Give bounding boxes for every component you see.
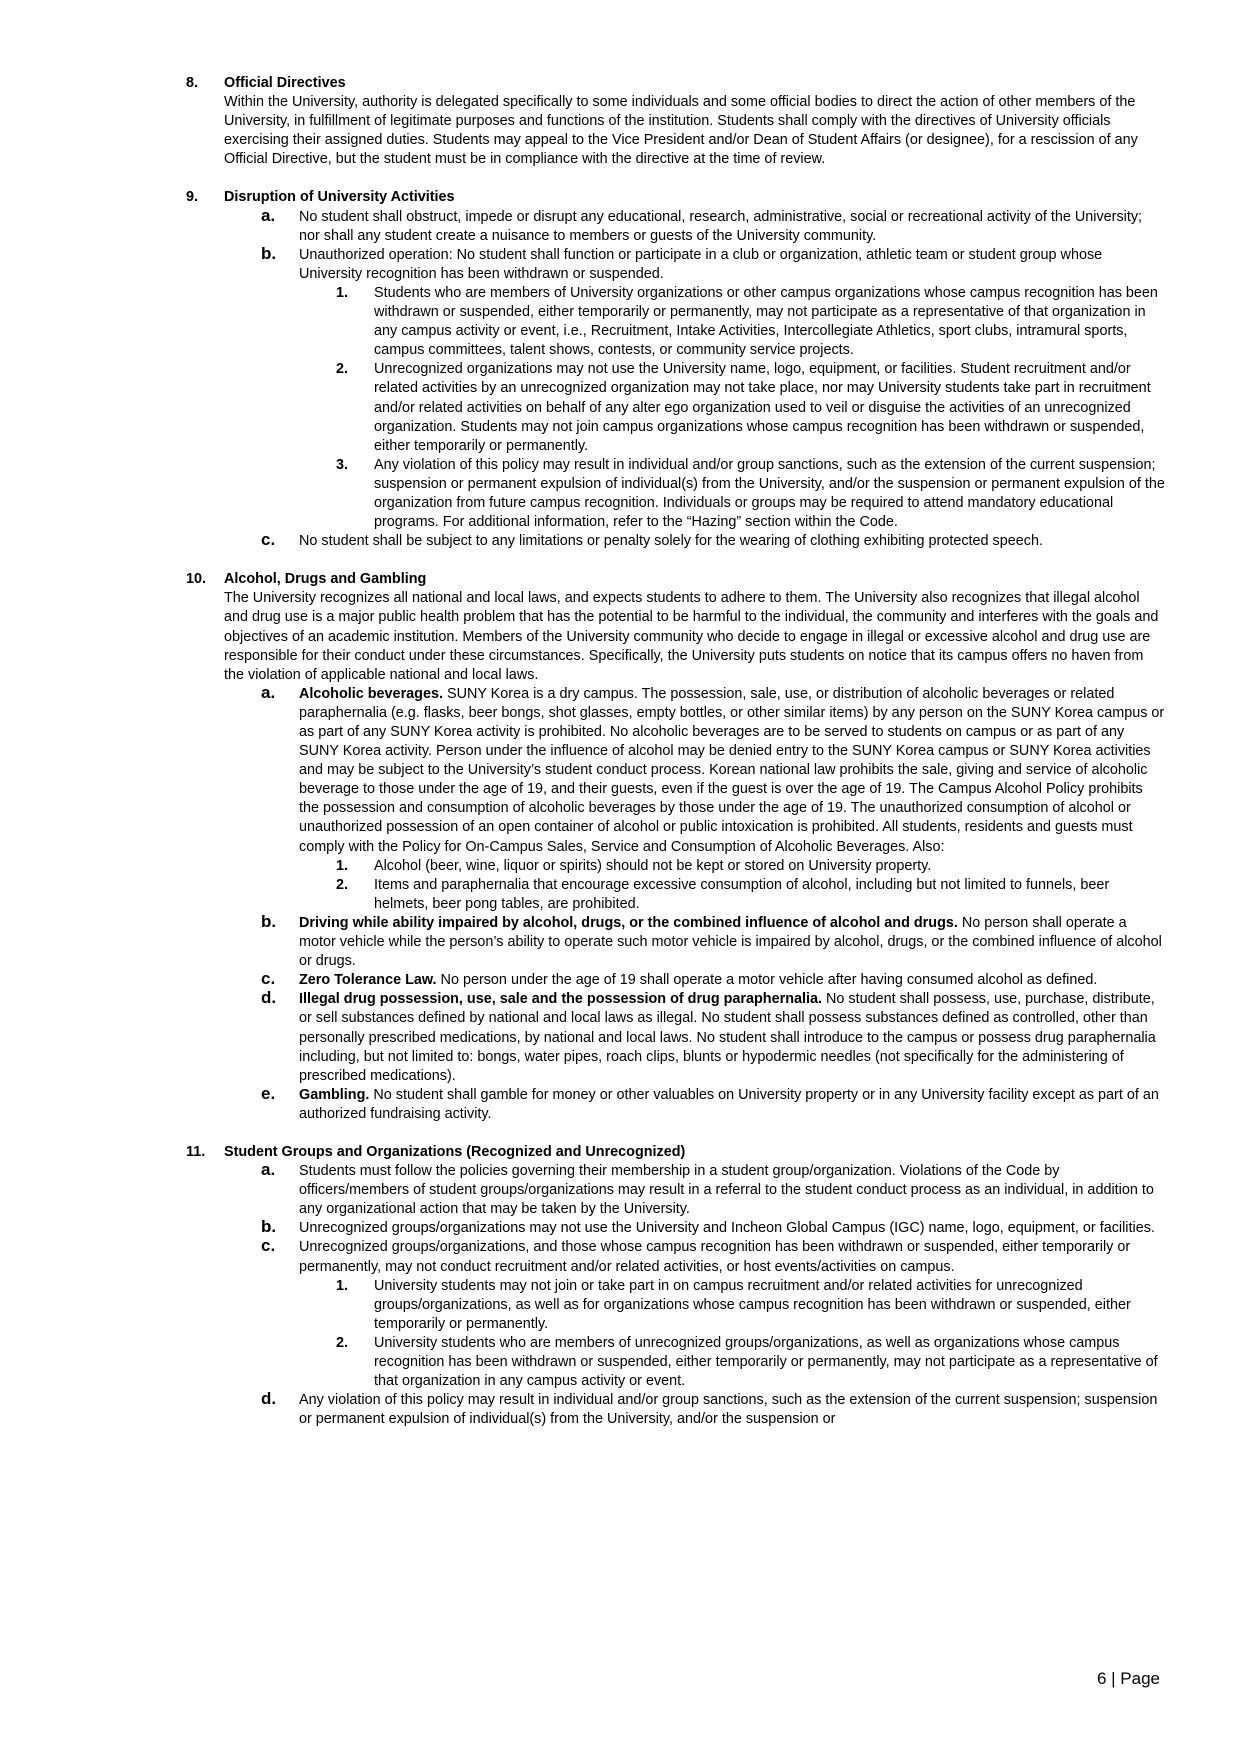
list-item (186, 360, 1166, 455)
subsection-letter: a. (261, 682, 276, 702)
list-item (186, 456, 1166, 532)
subsection-c (186, 971, 1166, 990)
section-heading (186, 1143, 1166, 1162)
list-item (186, 284, 1166, 360)
section-title: Student Groups and Organizations (Recognized and Unrecognized) (224, 1143, 686, 1160)
section-8 (186, 74, 1166, 169)
section-number: 8. (186, 75, 199, 91)
list-item-text: Alcohol (beer, wine, liquor or spirits) should not be kept or stored on University property. (374, 857, 932, 874)
subsection-text: No person shall operate a motor vehicle while the person’s ability to operate such motor vehicle is impaired by alcohol, drugs, or the combined influence of alcohol or drugs. (299, 914, 1162, 970)
section-body: Within the University, authority is delegated specifically to some individuals and some official bodies to direct the action of other members of the University, in fulfillment of legitimate purposes and functions of the institution. Students shall comply with the directives of University officials exercising their assigned duties. Students may appeal to the Vice President and/or Dean of Student Affairs (or designee), for a rescission of any Official Directive, but the student must be in compliance with the directive at the time of review. (224, 94, 1138, 168)
section-number: 9. (186, 189, 199, 206)
subsection-d (186, 990, 1166, 1085)
subsection-text: Unrecognized groups/organizations, and those whose campus recognition has been withdrawn or suspended, either temporarily or permanently, may not conduct recruitment and/or related activities, or host events/activities on campus. (299, 1239, 1131, 1275)
list-item-text: University students may not join or take part in on campus recruitment and/or related activities for unrecognized groups/organizations, as well as for organizations whose campus recognition has been withdrawn or suspended, either temporarily or permanently. (374, 1277, 1131, 1332)
section-9 (186, 188, 1166, 551)
section-title: Alcohol, Drugs and Gambling (224, 571, 427, 588)
section-body: The University recognizes all national and local laws, and expects students to adhere to them. The University also recognizes that illegal alcohol and drug use is a major public health problem that has the potential to be harmful to the individual, the community and interferes with the goals and objectives of an academic institution. Members of the University community who decide to engage in illegal or excessive alcohol and drug use are responsible for their conduct under these circumstances. Specifically, the University puts students on notice that its campus offers no haven from the violation of applicable national and local laws. (224, 590, 1159, 683)
subsection-title: Gambling. (299, 1086, 370, 1103)
list-item-text: Unrecognized organizations may not use the University name, logo, equipment, or facilities. Student recruitment and/or related activities by an unrecognized organization may not take place, nor may University students take part in recruitment and/or related activities on behalf of any alter ego organization used to veil or disguise the activities of an unrecognized organization. Students may not join campus organizations whose campus recognition has been withdrawn or suspended, either temporarily or permanently. (374, 361, 1151, 454)
list-item (186, 876, 1166, 914)
subsection-text: Unrecognized groups/organizations may not use the University and Incheon Global Campus (IGC) name, logo, equipment, or facilities. (299, 1220, 1155, 1237)
subsection-letter: b. (261, 243, 277, 263)
subsection-b (186, 243, 1166, 284)
list-item-number: 2. (336, 876, 349, 893)
section-heading (186, 74, 1166, 93)
subsection-e (186, 1083, 1166, 1124)
subsection-c (186, 1238, 1166, 1276)
list-item-text: Any violation of this policy may result in individual and/or group sanctions, such as the extension of the current suspension; suspension or permanent expulsion of individual(s) from the University, and/or the suspension or permanent expulsion of the organization from future campus recognition. Individuals or groups may be required to attend mandatory educational programs. For additional information, refer to the “Hazing” section within the Code. (374, 456, 1165, 531)
subsection-text: Unauthorized operation: No student shall function or participate in a club or organization, athletic team or student group whose University recognition has been withdrawn or suspended. (299, 246, 1103, 282)
subsection-text: No person under the age of 19 shall operate a motor vehicle after having consumed alcohol as defined. (436, 972, 1098, 989)
subsection-letter: d. (261, 988, 277, 1008)
subsection-text: Any violation of this policy may result in individual and/or group sanctions, such as the extension of the current suspension; suspension or permanent expulsion of individual(s) from the University, and/or the suspension or (299, 1392, 1158, 1428)
page-footer: 6 | Page (1096, 1669, 1160, 1688)
list-item-number: 3. (336, 456, 349, 473)
section-11 (186, 1143, 1166, 1429)
subsection-a (186, 1162, 1166, 1219)
subsection-title: Alcoholic beverages. (299, 685, 443, 702)
subsection-text: No student shall be subject to any limitations or penalty solely for the wearing of clothing exhibiting protected speech. (299, 533, 1043, 550)
list-item-number: 1. (336, 857, 349, 874)
list-item (186, 1334, 1166, 1391)
subsection-text: SUNY Korea is a dry campus. The possession, sale, use, or distribution of alcoholic beverages or related paraphernalia (e.g. flasks, beer bongs, shot glasses, empty bottles, or other similar items) by any person on the SUNY Korea campus or as part of any SUNY Korea activity is prohibited. No alcoholic beverages are to be served to students on campus or as part of any SUNY Korea activity. Person under the influence of alcohol may be denied entry to the SUNY Korea campus or SUNY Korea activities and may be subject to the University’s student conduct process. Korean national law prohibits the sale, giving and service of alcoholic beverage to those under the age of 19, and their guests, even if the guest is over the age of 19. The Campus Alcohol Policy prohibits the possession and consumption of alcoholic beverages by those under the age of 19. The unauthorized consumption of alcohol or unauthorized possession of an open container of alcohol or public intoxication is prohibited. All students, residents and guests must comply with the Policy for On-Campus Sales, Service and Consumption of Alcoholic Beverages. Also: (299, 685, 1165, 855)
subsection-b (186, 911, 1166, 971)
section-10 (186, 570, 1166, 1124)
list-item-number: 2. (336, 1334, 349, 1351)
list-item-text: Students who are members of University organizations or other campus organizations whose campus recognition has been withdrawn or suspended, either temporarily or permanently, may not participate as a representative of that organization in any campus activity or event, i.e., Recruitment, Intake Activities, Intercollegiate Athletics, sport clubs, intramural sports, campus committees, talent shows, contests, or community service projects. (374, 284, 1158, 359)
subsection-letter: d. (261, 1389, 277, 1409)
subsection-letter: a. (261, 205, 276, 225)
subsection-title: Zero Tolerance Law. (299, 972, 437, 989)
list-item (186, 857, 1166, 876)
section-title: Disruption of University Activities (224, 189, 455, 206)
document-body (186, 74, 1166, 1448)
subsection-a (186, 205, 1166, 246)
subsection-b (186, 1219, 1166, 1238)
subsection-letter: c. (261, 969, 276, 989)
section-number: 11. (186, 1143, 206, 1160)
subsection-letter: e. (261, 1083, 276, 1103)
list-item-number: 2. (336, 361, 349, 378)
subsection-letter: a. (261, 1160, 276, 1180)
list-item-number: 1. (336, 1277, 349, 1294)
subsection-letter: c. (261, 530, 276, 550)
subsection-letter: b. (261, 911, 277, 931)
list-item-text: Items and paraphernalia that encourage excessive consumption of alcohol, including but not limited to funnels, beer helmets, beer pong tables, are prohibited. (374, 876, 1110, 912)
subsection-letter: c. (261, 1236, 276, 1256)
subsection-title: Illegal drug possession, use, sale and the possession of drug paraphernalia. (299, 991, 822, 1008)
section-heading (186, 570, 1166, 589)
list-item-text: University students who are members of unrecognized groups/organizations, as well as organizations whose campus recognition has been withdrawn or suspended, either temporarily or permanently, may not participate as a representative of that organization in any campus activity or event. (374, 1334, 1158, 1390)
section-number: 10. (186, 571, 207, 588)
subsection-a (186, 682, 1166, 857)
subsection-d (186, 1391, 1166, 1429)
section-heading (186, 188, 1166, 207)
list-item (186, 1277, 1166, 1334)
subsection-text: No student shall possess, use, purchase, distribute, or sell substances defined by national and local laws as illegal. No student shall possess substances defined as controlled, other than personally prescribed medications, by national and local laws. No student shall introduce to the campus or possess drug paraphernalia including, but not limited to: bongs, water pipes, roach clips, blunts or hypodermic needles (not specifically for the administering of prescribed medications). (299, 991, 1156, 1084)
subsection-letter: b. (261, 1217, 277, 1237)
subsection-title: Driving while ability impaired by alcohol, drugs, or the combined influence of alcohol and drugs. (299, 914, 958, 931)
list-item-number: 1. (336, 284, 349, 301)
subsection-text: No student shall obstruct, impede or disrupt any educational, research, administrative, social or recreational activity of the University; nor shall any student create a nuisance to members or guests of the University community. (299, 208, 1143, 244)
section-title: Official Directives (224, 75, 346, 91)
subsection-text: No student shall gamble for money or other valuables on University property or in any University facility except as part of an authorized fundraising activity. (299, 1086, 1159, 1122)
subsection-text: Students must follow the policies governing their membership in a student group/organization. Violations of the Code by officers/members of student groups/organizations may result in a referral to the student conduct process as an individual, in addition to any organizational action that may be taken by the University. (299, 1163, 1154, 1218)
subsection-c (186, 532, 1166, 551)
